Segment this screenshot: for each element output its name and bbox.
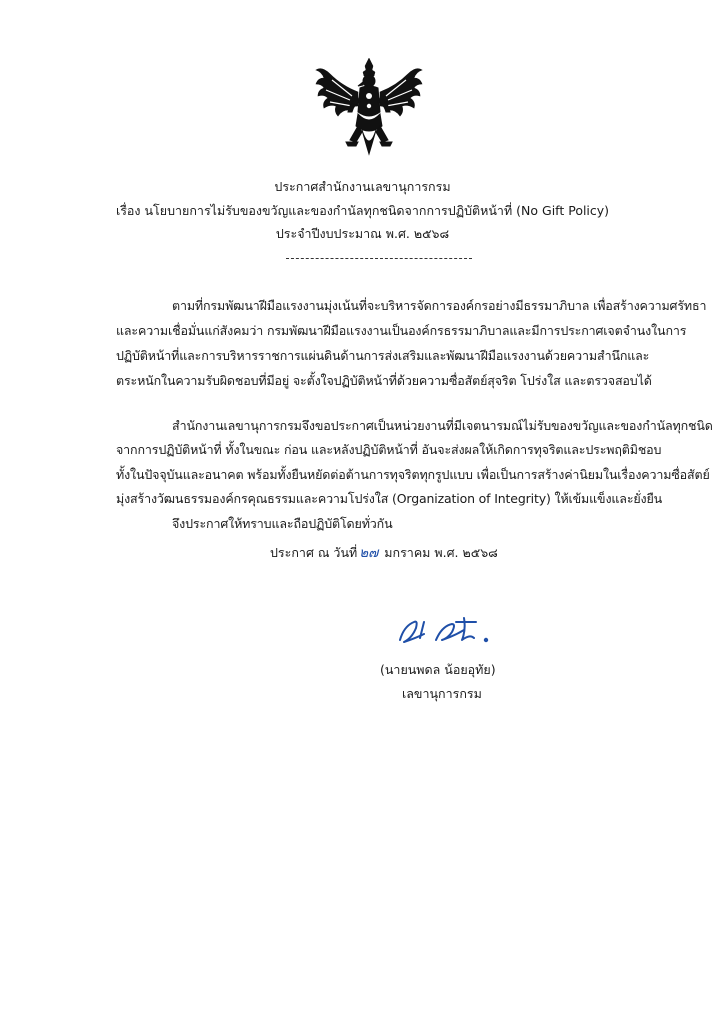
paragraph-1-line-1: ตามที่กรมพัฒนาฝีมือแรงงานมุ่งเน้นที่จะบริหารจัดการองค์กรอย่างมีธรรมาภิบาล เพื่อสร้างความศรัทธา — [172, 298, 707, 313]
paragraph-2-line-2: จากการปฏิบัติหน้าที่ ทั้งในขณะ ก่อน และหลังปฏิบัติหน้าที่ อันจะส่งผลให้เกิดการทุจริตและประพฤติมิชอบ — [116, 442, 662, 457]
date-prefix: ประกาศ ณ วันที่ — [270, 545, 358, 560]
date-day-handwritten: ๒๗ — [359, 545, 379, 561]
announcement-date — [270, 541, 498, 563]
fiscal-year-line: ประจำปีงบประมาณ พ.ศ. ๒๕๖๘ — [275, 226, 450, 241]
heading-divider — [286, 258, 472, 259]
signatory-title: เลขานุการกรม — [402, 686, 482, 701]
signatory-name: (นายนพดล น้อยอุทัย) — [380, 662, 496, 677]
closing-statement: จึงประกาศให้ทราบและถือปฏิบัติโดยทั่วกัน — [172, 516, 393, 531]
paragraph-1-line-4: ตระหนักในความรับผิดชอบที่มีอยู่ จะตั้งใจปฏิบัติหน้าที่ด้วยความซื่อสัตย์สุจริต โปร่งใส และตรวจสอบได้ — [116, 373, 652, 388]
paragraph-1-line-3: ปฏิบัติหน้าที่และการบริหารราชการแผ่นดินด้านการส่งเสริมและพัฒนาฝีมือแรงงานด้วยความสำนึกและ — [116, 348, 650, 363]
announcement-heading: ประกาศสำนักงานเลขานุการกรม — [274, 179, 451, 194]
announcement-subject: เรื่อง นโยบายการไม่รับของขวัญและของกำนัลทุกชนิดจากการปฏิบัติหน้าที่ (No Gift Policy) — [115, 203, 610, 218]
handwritten-signature — [394, 612, 502, 652]
paragraph-2-line-4: มุ่งสร้างวัฒนธรรมองค์กรคุณธรรมและความโปร่งใส (Organization of Integrity) ให้เข้มแข็งและยั่งยืน — [116, 491, 663, 506]
paragraph-2-line-3: ทั้งในปัจจุบันและอนาคต พร้อมทั้งยืนหยัดต่อต้านการทุจริตทุกรูปแบบ เพื่อเป็นการสร้างค่านิยมในเรื่องความซื่อสัตย์ — [116, 467, 710, 482]
date-suffix: มกราคม พ.ศ. ๒๕๖๘ — [384, 545, 498, 560]
paragraph-1-line-2: และความเชื่อมั่นแก่สังคมว่า กรมพัฒนาฝีมือแรงงานเป็นองค์กรธรรมาภิบาลและมีการประกาศเจตจำนงในการ — [116, 323, 687, 338]
paragraph-2-line-1: สำนักงานเลขานุการกรมจึงขอประกาศเป็นหน่วยงานที่มีเจตนารมณ์ไม่รับของขวัญและของกำนัลทุกชนิด — [172, 418, 713, 433]
garuda-emblem-icon — [312, 56, 426, 156]
